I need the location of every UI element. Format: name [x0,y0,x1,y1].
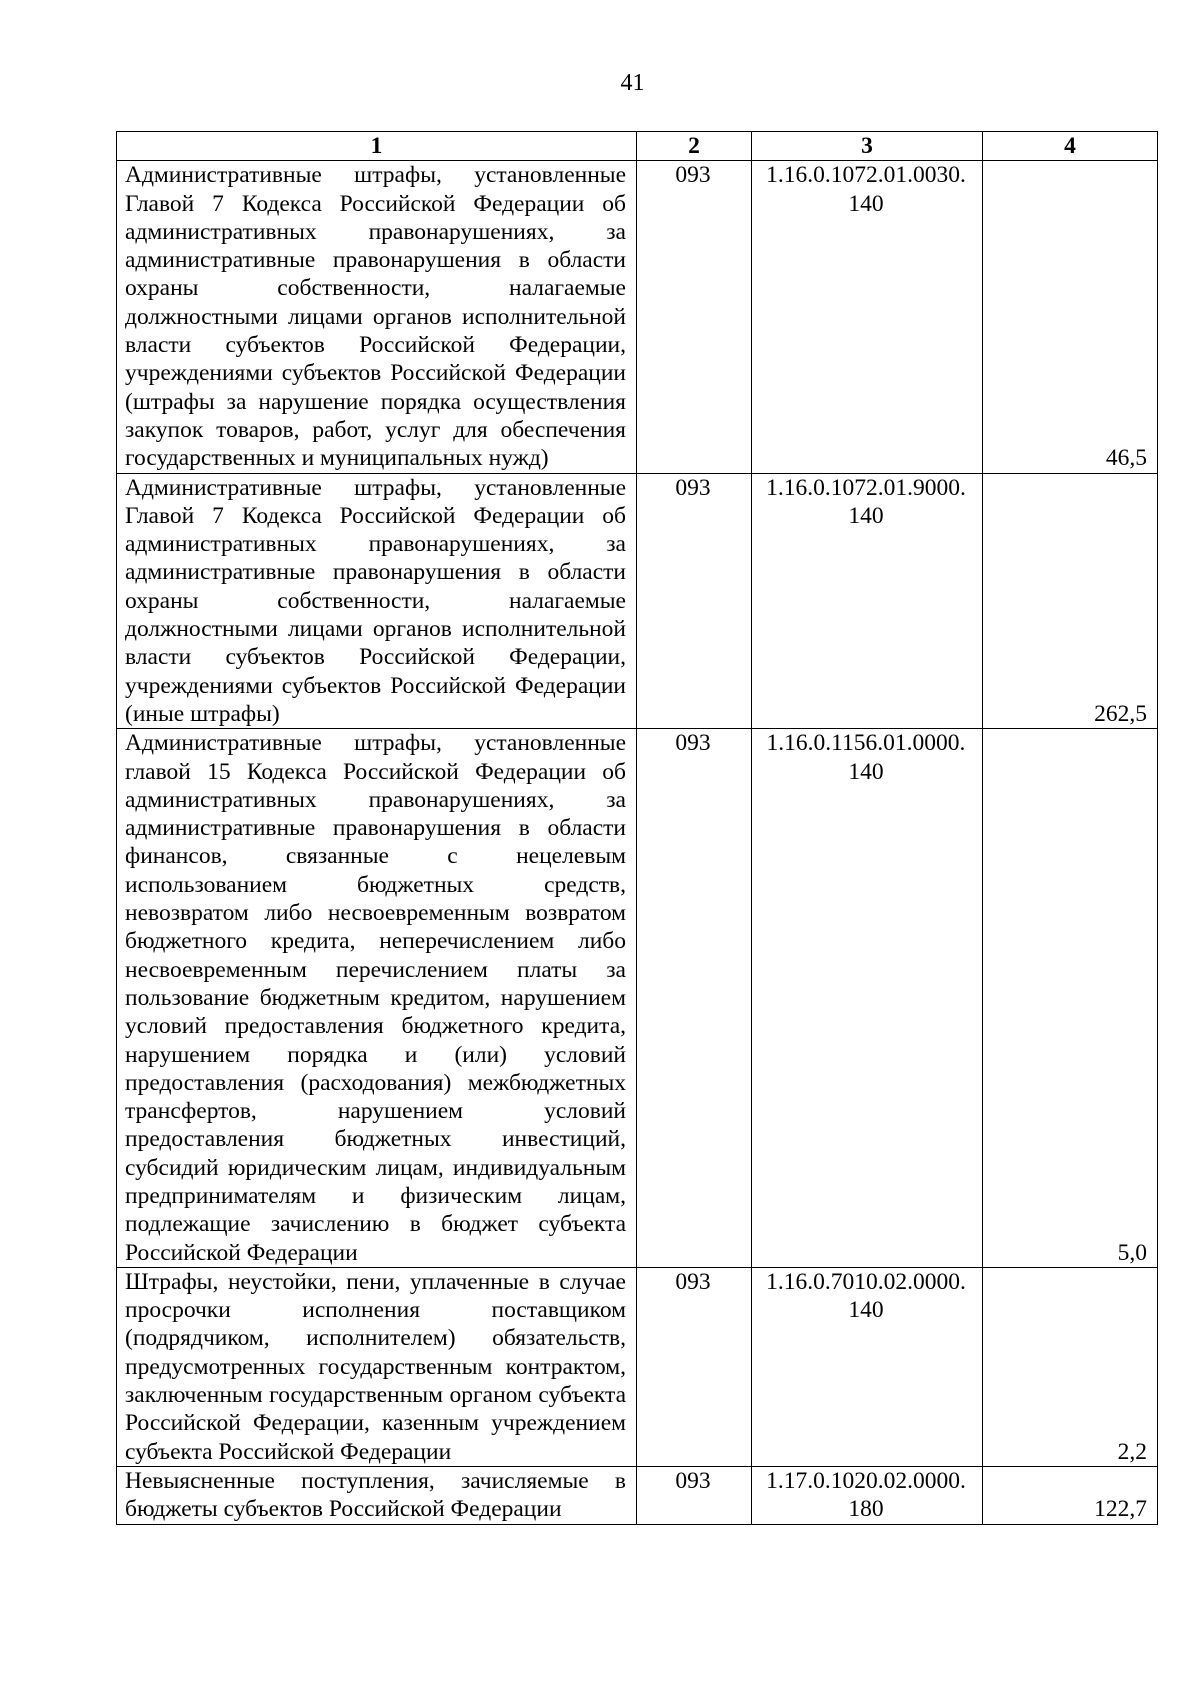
row-amount: 46,5 [983,161,1158,473]
table-row [117,161,1158,473]
column-header-2: 2 [637,132,752,161]
column-header-3: 3 [752,132,983,161]
column-header-4: 4 [983,132,1158,161]
row-budget-code: 1.17.0.1020.02.0000. 180 [752,1466,983,1524]
row-description: Административные штрафы, установленные Главой 7 Кодекса Российской Федерации об административных правонарушениях, за административные правонарушения в области охраны собственности, налагаемые должностными лицами органов исполнительной власти субъектов Российской Федерации, учреждениями субъектов Российской Федерации (иные штрафы) [117,473,637,729]
row-description: Штрафы, неустойки, пени, уплаченные в случае просрочки исполнения поставщиком (подрядчиком, исполнителем) обязательств, предусмотренных государственным контрактом, заключенным государственным органом субъекта Российской Федерации, казенным учреждением субъекта Российской Федерации [117,1267,637,1466]
row-amount: 2,2 [983,1267,1158,1466]
revenue-table [116,131,1158,1525]
row-budget-code: 1.16.0.1072.01.9000. 140 [752,473,983,729]
row-description: Невыясненные поступления, зачисляемые в бюджеты субъектов Российской Федерации [117,1466,637,1524]
row-budget-code: 1.16.0.1156.01.0000. 140 [752,729,983,1268]
table-row [117,1466,1158,1524]
row-admin-code: 093 [637,1466,752,1524]
row-description: Административные штрафы, установленные главой 15 Кодекса Российской Федерации об административных правонарушениях, за административные правонарушения в области финансов, связанные с нецелевым использованием бюджетных средств, невозвратом либо несвоевременным возвратом бюджетного кредита, неперечислением либо несвоевременным перечислением платы за пользование бюджетным кредитом, нарушением условий предоставления бюджетного кредита, нарушением порядка и (или) условий предоставления (расходования) межбюджетных трансфертов, нарушением условий предоставления бюджетных инвестиций, субсидий юридическим лицам, индивидуальным предпринимателям и физическим лицам, подлежащие зачислению в бюджет субъекта Российской Федерации [117,729,637,1268]
row-budget-code: 1.16.0.7010.02.0000. 140 [752,1267,983,1466]
row-description: Административные штрафы, установленные Главой 7 Кодекса Российской Федерации об административных правонарушениях, за административные правонарушения в области охраны собственности, налагаемые должностными лицами органов исполнительной власти субъектов Российской Федерации, учреждениями субъектов Российской Федерации (штрафы за нарушение порядка осуществления закупок товаров, работ, услуг для обеспечения государственных и муниципальных нужд) [117,161,637,473]
table-row [117,1267,1158,1466]
row-admin-code: 093 [637,1267,752,1466]
row-admin-code: 093 [637,729,752,1268]
page-number: 41 [620,70,645,96]
row-admin-code: 093 [637,161,752,473]
row-amount: 122,7 [983,1466,1158,1524]
row-admin-code: 093 [637,473,752,729]
table-row [117,473,1158,729]
column-header-1: 1 [117,132,637,161]
table-header-row [117,132,1158,161]
table-row [117,729,1158,1268]
row-amount: 262,5 [983,473,1158,729]
row-budget-code: 1.16.0.1072.01.0030. 140 [752,161,983,473]
row-amount: 5,0 [983,729,1158,1268]
